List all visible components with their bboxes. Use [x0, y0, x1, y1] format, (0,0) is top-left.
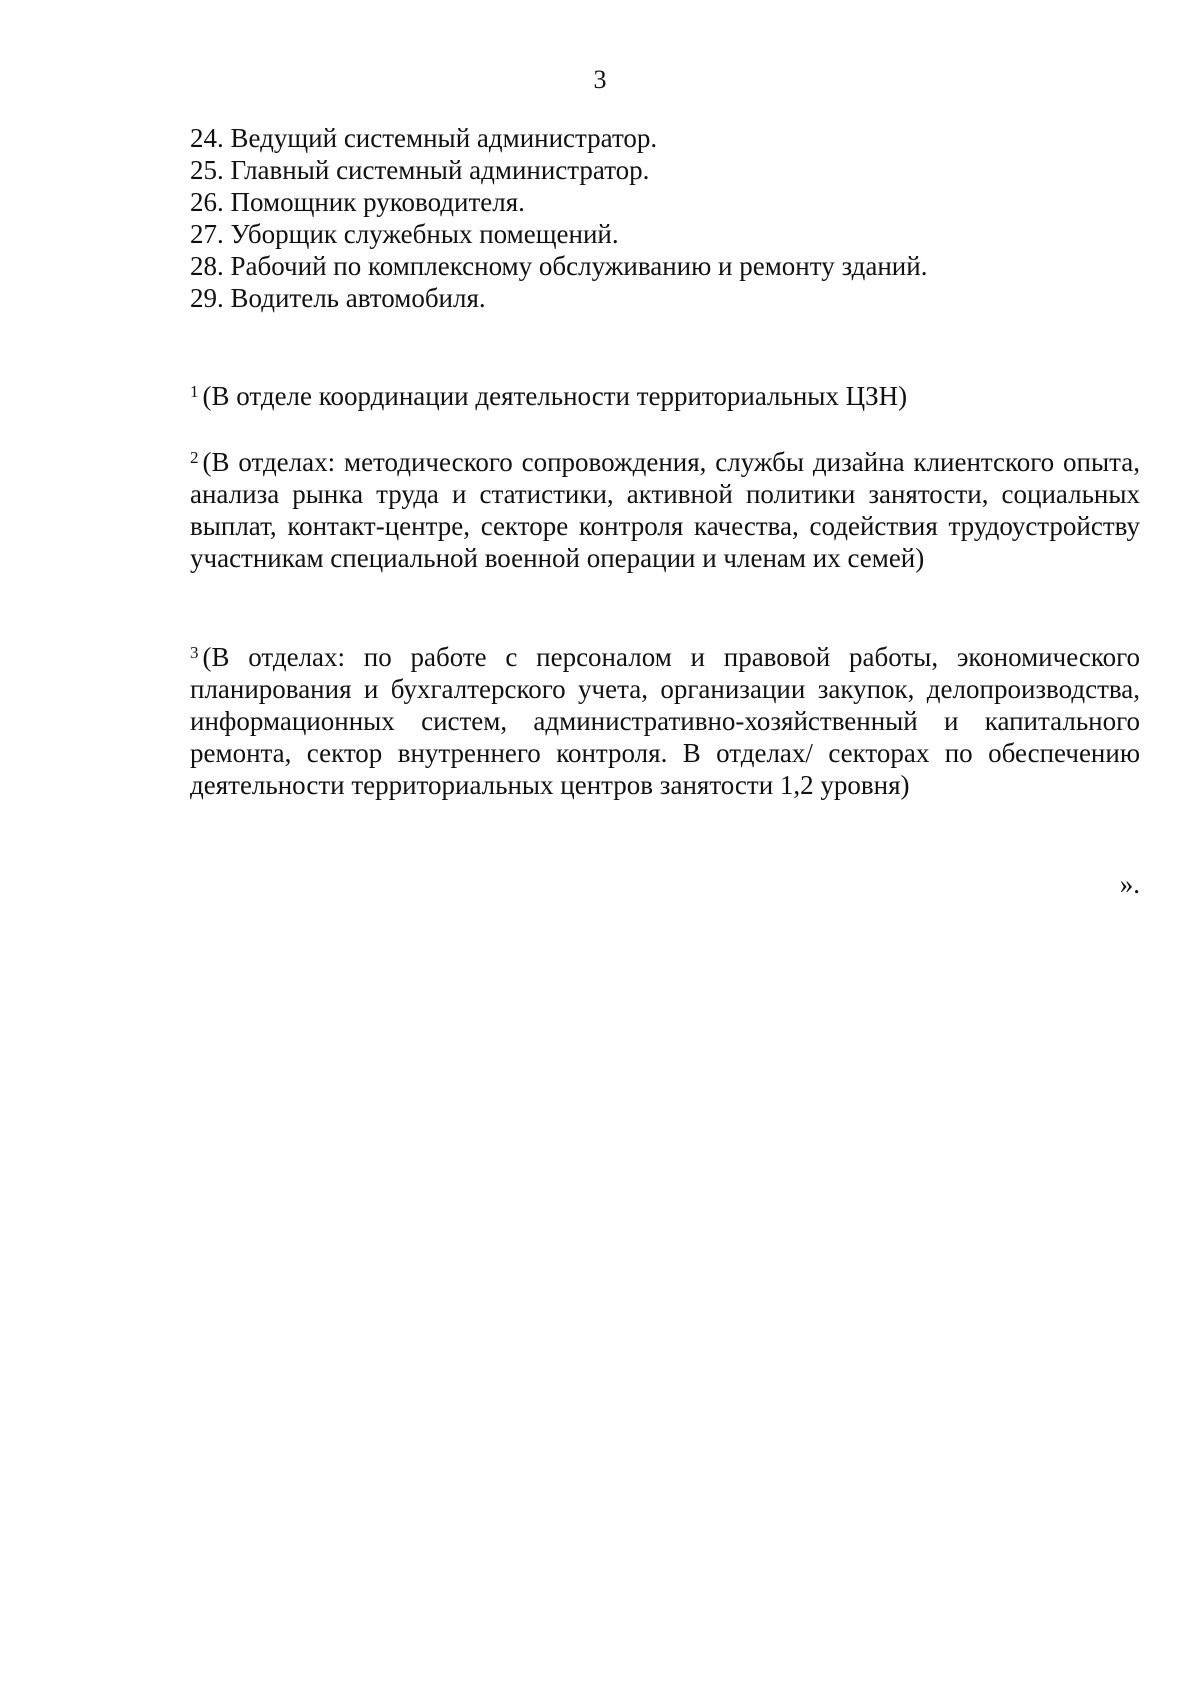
list-item: 27. Уборщик служебных помещений. [190, 219, 619, 249]
closing-quote: ». [1119, 869, 1140, 899]
list-item: 28. Рабочий по комплексному обслуживанию и ремонту зданий. [190, 251, 928, 281]
footnote-text: (В отделах: по работе с персоналом и правовой работы, экономического планирования и бухгалтерского учета, организации закупок, делопроизводства, информационных систем, административно-хозяйственный и капитального ремонта, сектор внутреннего контроля. В отделах/ секторах по обеспечению деятельности территориальных центров занятости 1,2 уровня) [190, 642, 1140, 800]
footnote-mark: 3 [190, 643, 199, 662]
footnote-text: (В отделе координации деятельности территориальных ЦЗН) [202, 381, 908, 411]
footnote-3 [190, 641, 1140, 801]
footnote-mark: 2 [190, 448, 199, 467]
position-list [190, 122, 1150, 314]
footnote-mark: 1 [190, 382, 199, 401]
list-item: 24. Ведущий системный администратор. [190, 123, 658, 153]
list-item: 29. Водитель автомобиля. [190, 283, 486, 313]
footnote-text: (В отделах: методического сопровождения, службы дизайна клиентского опыта, анализа рынка труда и статистики, активной политики занятости, социальных выплат, контакт-центре, секторе контроля качества, содействия трудоустройству участникам специальной военной операции и членам их семей) [190, 447, 1140, 573]
list-item: 25. Главный системный администратор. [190, 155, 650, 185]
footnote-2 [190, 446, 1140, 574]
footnote-1 [190, 380, 1140, 412]
list-item: 26. Помощник руководителя. [190, 187, 525, 217]
page-number: 3 [593, 65, 607, 94]
